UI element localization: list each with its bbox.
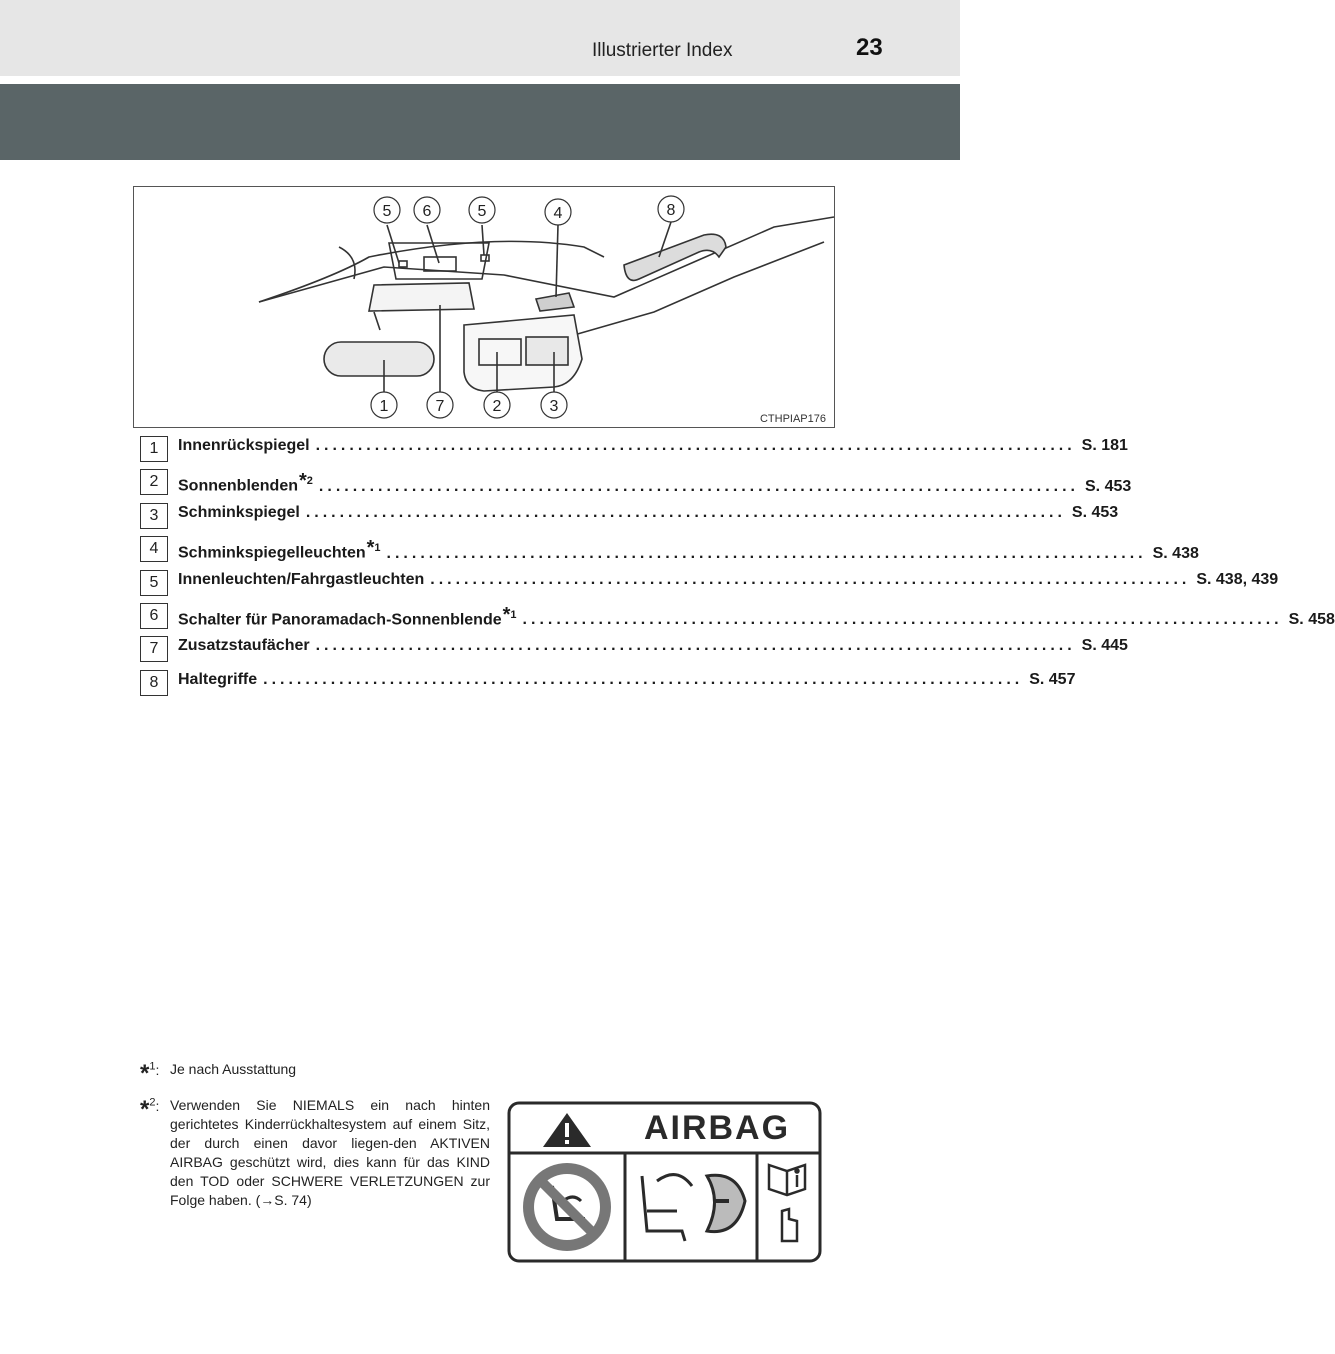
callout-8: 8 [666,202,676,219]
leader-dots: .......................................................................................... [430,570,1191,588]
item-label-with-footnote: Schalter für Panoramadach-Sonnenblende$^{*1}$ [178,603,517,629]
index-item[interactable] [140,603,1335,636]
item-number: 8 [140,670,168,696]
airbag-title: AIRBAG [643,1109,791,1147]
leader-dots: .......................................................................................... [315,437,1076,454]
index-item[interactable] [140,636,1128,669]
leader-dots: .......................................................................................... [318,477,1079,495]
page-reference[interactable]: S. 457 [1029,670,1076,688]
page-reference[interactable]: S. 181 [1081,437,1128,454]
index-item[interactable] [140,536,1199,569]
ceiling-drawing [134,187,834,427]
leader-dots: .......................................................................................... [263,670,1024,688]
leader-dots: .......................................................................................... [522,611,1283,629]
interior-illustration [133,186,835,428]
callout-6: 6 [422,203,432,220]
index-item[interactable] [140,670,1076,703]
item-label: Innenleuchten/Fahrgastleuchten [178,570,425,588]
figure-code: CTHPIAP176 [759,413,826,425]
callout-4: 4 [553,205,563,222]
item-label: Sonnenblenden [178,477,298,495]
item-label: Schminkspiegel [178,503,300,521]
footnote-number: 2 [149,1096,156,1109]
footnote-ref: 1 [510,608,517,621]
footnote-number: 1 [149,1060,156,1073]
callout-1: 1 [379,398,389,415]
header-bar [0,0,960,76]
leader-dots: .......................................................................................... [386,544,1147,562]
page-number: 23 [856,34,883,61]
page-reference[interactable]: S. 438 [1152,544,1199,562]
leader-dots: .......................................................................................... [305,503,1066,521]
callout-2: 2 [492,398,502,415]
item-label: Haltegriffe [178,670,258,688]
footnote-text: Verwenden Sie NIEMALS ein nach hinten gerichtetes Kinderrückhaltesystem auf einem Sitz, der durch einen davor liegen-den AKTIVEN AIRBAG geschützt wird, dies kann für das KIND den TOD oder SCHWERE VERLETZUNGEN zur Folge haben. (→S. 74) [170,1097,490,1208]
item-number: 3 [140,503,168,529]
item-number: 6 [140,603,168,629]
item-label-with-footnote: Sonnenblenden$^{*2}$ [178,470,313,495]
page-reference[interactable]: S. 453 [1071,503,1119,521]
footnote-2: *$^2$: Verwenden Sie NIEMALS ein nach hinten gerichtetes Kinderrückhaltesystem auf einem Sitz, der durch einen davor liegen-den AKTIVEN AIRBAG geschützt wird, dies kann für das KIND den TOD oder SCHWERE VERLETZUNGEN zur Folge haben. (→S. 74) [140,1096,490,1208]
page-reference[interactable]: S. 438, 439 [1196,570,1279,588]
page-reference[interactable]: S. 453 [1085,477,1132,495]
item-number: 5 [140,570,168,596]
item-number: 1 [140,436,168,462]
page-reference[interactable]: S. 458 [1288,611,1335,629]
footnote-star: * [140,1060,150,1087]
item-label: Schminkspiegelleuchten [178,544,366,562]
page-reference[interactable]: S. 445 [1081,637,1128,655]
item-number: 4 [140,536,168,562]
item-number: 2 [140,469,168,495]
chapter-band [0,84,960,160]
callout-5a: 5 [382,203,392,220]
index-item[interactable] [140,469,1132,502]
item-label: Zusatzstaufächer [178,637,310,655]
footnote-1: *$^1$: Je nach Ausstattung [140,1060,297,1087]
item-label: Innenrückspiegel [178,437,310,454]
index-item[interactable] [140,570,1279,603]
airbag-warning-label [507,1101,822,1263]
index-item[interactable] [140,503,1119,536]
callout-3: 3 [549,398,559,415]
footnote-ref: 1 [374,542,381,555]
callout-7: 7 [435,398,445,415]
item-number: 7 [140,636,168,662]
no-rear-facing-seat-icon [523,1163,611,1251]
callout-5b: 5 [477,203,487,220]
footnote-ref: 2 [306,475,313,488]
index-list [140,436,1335,703]
footnote-star: * [140,1096,150,1123]
section-title: Illustrierter Index [592,40,733,61]
footnote-text: Je nach Ausstattung [170,1061,297,1077]
leader-dots: .......................................................................................... [315,637,1076,655]
item-label: Schalter für Panoramadach-Sonnenblende [178,611,502,629]
footnotes [140,1060,490,1218]
index-item[interactable] [140,436,1128,469]
item-label-with-footnote: Schminkspiegelleuchten$^{*1}$ [178,537,381,562]
